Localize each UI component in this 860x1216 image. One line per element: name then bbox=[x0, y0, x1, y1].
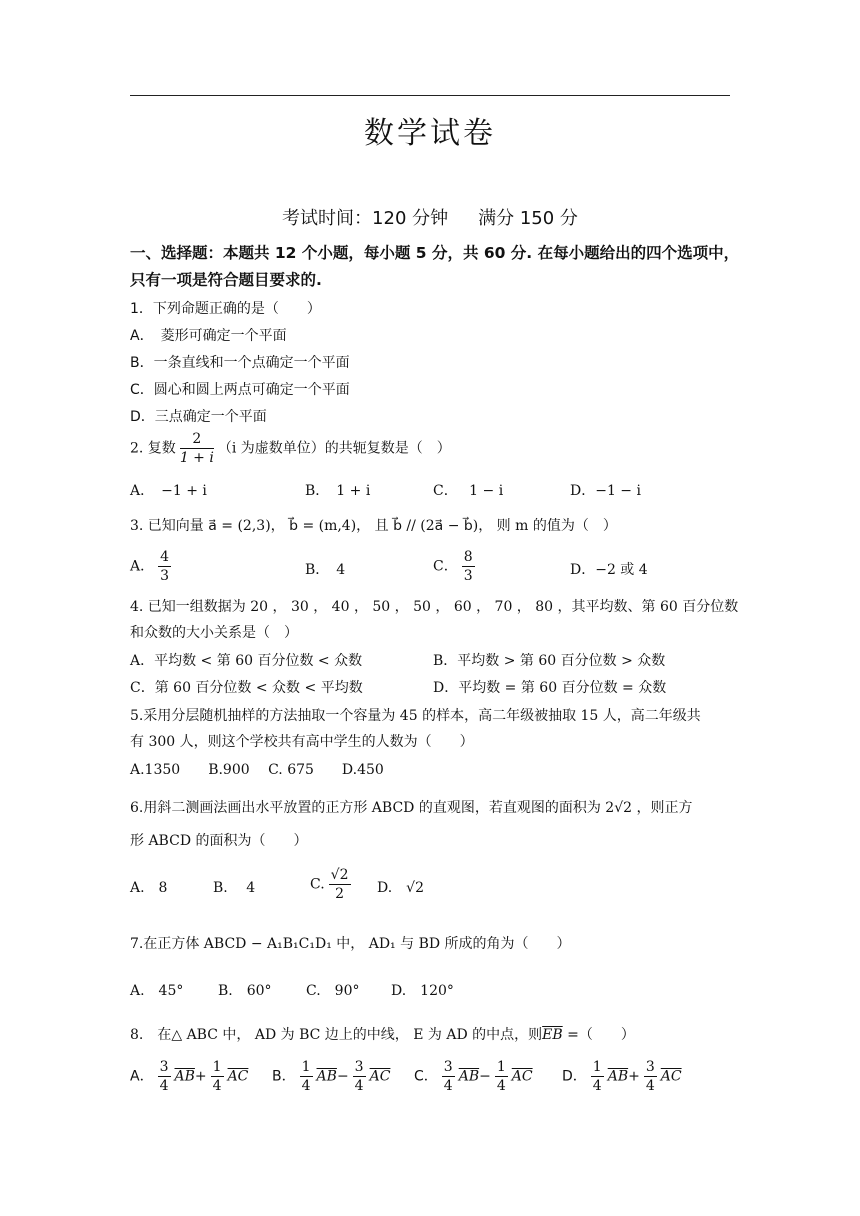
header-rule bbox=[130, 95, 730, 96]
q3-option-b: B． 4 bbox=[305, 562, 346, 578]
q6-line1: 6.用斜二测画法画出水平放置的正方形 ABCD 的直观图，若直观图的面积为 2√2 ，则正方 bbox=[130, 800, 693, 816]
q2-frac-num: 2 bbox=[180, 430, 214, 449]
q3-a-num: 4 bbox=[160, 549, 170, 565]
q8-d-d1: 4 bbox=[592, 1078, 602, 1094]
q3-c-label: C． bbox=[433, 558, 458, 575]
q8-b-v1: $\overline{AB}$ bbox=[316, 1068, 337, 1085]
q6-c-fraction bbox=[329, 866, 351, 903]
q3-option-c bbox=[433, 548, 479, 585]
q6-option-a: A. 8 bbox=[130, 880, 168, 896]
q8-a-n1: 3 bbox=[159, 1059, 169, 1075]
q8-a-frac2 bbox=[211, 1058, 224, 1095]
q8-d-label: D． bbox=[562, 1068, 587, 1085]
q7-option-d: D. 120° bbox=[391, 983, 454, 999]
q8-b-frac2 bbox=[353, 1058, 366, 1095]
q5-line1: 5.采用分层随机抽样的方法抽取一个容量为 45 的样本，高二年级被抽取 15 人，高二年级共 bbox=[130, 708, 701, 724]
q2-option-d: D．−1 − i bbox=[570, 483, 641, 499]
q8-d-v1: $\overline{AB}$ bbox=[607, 1068, 629, 1085]
exam-info bbox=[0, 204, 860, 230]
q1-stem: 1．下列命题正确的是（ ） bbox=[130, 301, 321, 317]
q8-stem bbox=[130, 1024, 635, 1044]
q8-a-n2: 1 bbox=[212, 1059, 222, 1075]
q6-option-c bbox=[310, 866, 355, 903]
q6-option-b: B. 4 bbox=[213, 880, 256, 896]
exam-time: 考试时间：120 分钟 bbox=[282, 208, 449, 229]
section-heading: 一、选择题：本题共 12 个小题，每小题 5 分，共 60 分. 在每小题给出的四个选项中，只有一项是符合题目要求的. bbox=[130, 244, 740, 289]
q3-stem: 3. 已知向量 a⃗ = (2,3)， b⃗ = (m,4)， 且 b⃗ // (2a⃗ − b⃗)， 则 m 的值为（ ） bbox=[130, 518, 617, 534]
q1-option-c: C．圆心和圆上两点可确定一个平面 bbox=[130, 382, 350, 398]
q1-option-d: D．三点确定一个平面 bbox=[130, 409, 267, 425]
q8-b-op: − bbox=[336, 1068, 349, 1085]
q1-option-a: A． 菱形可确定一个平面 bbox=[130, 328, 287, 344]
q8-c-frac2 bbox=[495, 1058, 508, 1095]
q7-stem: 7.在正方体 ABCD − A₁B₁C₁D₁ 中， AD₁ 与 BD 所成的角为（ ） bbox=[130, 936, 571, 952]
q2-fraction bbox=[180, 430, 214, 467]
q8-a-d2: 4 bbox=[212, 1078, 222, 1094]
q8-a-v2: $\overline{AC}$ bbox=[227, 1068, 249, 1085]
q8-a-d1: 4 bbox=[159, 1078, 169, 1094]
q8-option-a bbox=[130, 1058, 248, 1095]
q8-b-frac1 bbox=[300, 1058, 313, 1095]
q8-c-op: − bbox=[479, 1068, 491, 1085]
q5-line2: 有 300 人，则这个学校共有高中学生的人数为（ ） bbox=[130, 734, 474, 750]
q8-d-v2: $\overline{AC}$ bbox=[660, 1068, 682, 1085]
q8-a-v1: $\overline{AB}$ bbox=[174, 1068, 195, 1085]
q6-option-d: D. √2 bbox=[377, 880, 425, 896]
q4-option-c: C．第 60 百分位数 < 众数 < 平均数 bbox=[130, 680, 363, 696]
q1-option-b: B．一条直线和一个点确定一个平面 bbox=[130, 355, 350, 371]
q8-option-c bbox=[414, 1058, 533, 1095]
q3-option-d: D．−2 或 4 bbox=[570, 562, 648, 578]
q3-a-fraction bbox=[158, 548, 171, 585]
q8-b-n1: 1 bbox=[301, 1059, 311, 1075]
q4-option-d: D．平均数 = 第 60 百分位数 = 众数 bbox=[433, 680, 667, 696]
q8-d-n1: 1 bbox=[592, 1059, 602, 1075]
q8-d-frac2 bbox=[644, 1058, 657, 1095]
q2-option-a: A． −1 + i bbox=[130, 483, 207, 499]
q8-b-d2: 4 bbox=[354, 1078, 364, 1094]
exam-score: 满分 150 分 bbox=[478, 208, 578, 229]
q5-options: A.1350 B.900 C. 675 D.450 bbox=[130, 762, 384, 778]
q6-line2: 形 ABCD 的面积为（ ） bbox=[130, 833, 308, 849]
q8-c-frac1 bbox=[442, 1058, 455, 1095]
q8-b-d1: 4 bbox=[301, 1078, 311, 1094]
q8-d-frac1 bbox=[591, 1058, 604, 1095]
q8-option-b bbox=[272, 1058, 390, 1095]
q7-option-a: A. 45° bbox=[130, 983, 184, 999]
q3-a-den: 3 bbox=[160, 568, 170, 584]
q3-c-num: 8 bbox=[463, 549, 473, 565]
q2-prefix: 2. 复数 bbox=[130, 440, 176, 457]
q8-c-v1: $\overline{AB}$ bbox=[458, 1068, 480, 1085]
q8-b-label: B． bbox=[272, 1068, 296, 1085]
q8-stem-prefix: 8. 在△ ABC 中， AD 为 BC 边上的中线， E 为 AD 的中点，则 bbox=[130, 1027, 543, 1043]
page-title: 数学试卷 bbox=[364, 116, 496, 151]
q4-option-a: A．平均数 < 第 60 百分位数 < 众数 bbox=[130, 653, 363, 669]
q8-stem-vector: $\overline{EB}$ bbox=[542, 1027, 563, 1043]
q3-option-a bbox=[130, 548, 175, 585]
q8-b-v2: $\overline{AC}$ bbox=[369, 1068, 391, 1085]
q8-c-n1: 3 bbox=[443, 1059, 453, 1075]
q8-d-d2: 4 bbox=[645, 1078, 655, 1094]
q8-a-label: A． bbox=[130, 1068, 154, 1085]
q8-c-label: C． bbox=[414, 1068, 438, 1085]
q6-c-label: C. bbox=[310, 876, 325, 893]
q2-option-c: C． 1 − i bbox=[433, 483, 504, 499]
q7-option-b: B. 60° bbox=[218, 983, 272, 999]
q8-a-frac1 bbox=[158, 1058, 171, 1095]
q2-stem bbox=[130, 430, 451, 467]
q2-suffix: （i 为虚数单位）的共轭复数是（ ） bbox=[217, 440, 451, 457]
q8-c-d1: 4 bbox=[443, 1078, 453, 1094]
q3-a-label: A． bbox=[130, 558, 155, 575]
q8-d-op: + bbox=[628, 1068, 640, 1085]
q8-c-d2: 4 bbox=[496, 1078, 506, 1094]
q2-option-b: B． 1 + i bbox=[305, 483, 371, 499]
q7-option-c: C. 90° bbox=[306, 983, 360, 999]
q4-line1: 4. 已知一组数据为 20 ， 30 ， 40 ， 50 ， 50 ， 60 ， 70 ， 80 ，其平均数、第 60 百分位数 bbox=[130, 599, 739, 615]
q8-option-d bbox=[562, 1058, 682, 1095]
q3-c-fraction bbox=[462, 548, 475, 585]
q2-frac-den: 1 + i bbox=[179, 450, 214, 466]
q4-line2: 和众数的大小关系是（ ） bbox=[130, 625, 298, 641]
q6-c-den: 2 bbox=[335, 886, 345, 902]
q3-c-den: 3 bbox=[463, 568, 473, 584]
q8-c-n2: 1 bbox=[496, 1059, 506, 1075]
q8-b-n2: 3 bbox=[354, 1059, 364, 1075]
q8-stem-suffix: =（ ） bbox=[562, 1027, 635, 1043]
q8-d-n2: 3 bbox=[645, 1059, 655, 1075]
q8-c-v2: $\overline{AC}$ bbox=[511, 1068, 533, 1085]
q4-option-b: B．平均数 > 第 60 百分位数 > 众数 bbox=[433, 653, 666, 669]
q8-a-op: + bbox=[194, 1068, 207, 1085]
q6-c-num: √2 bbox=[330, 867, 349, 883]
